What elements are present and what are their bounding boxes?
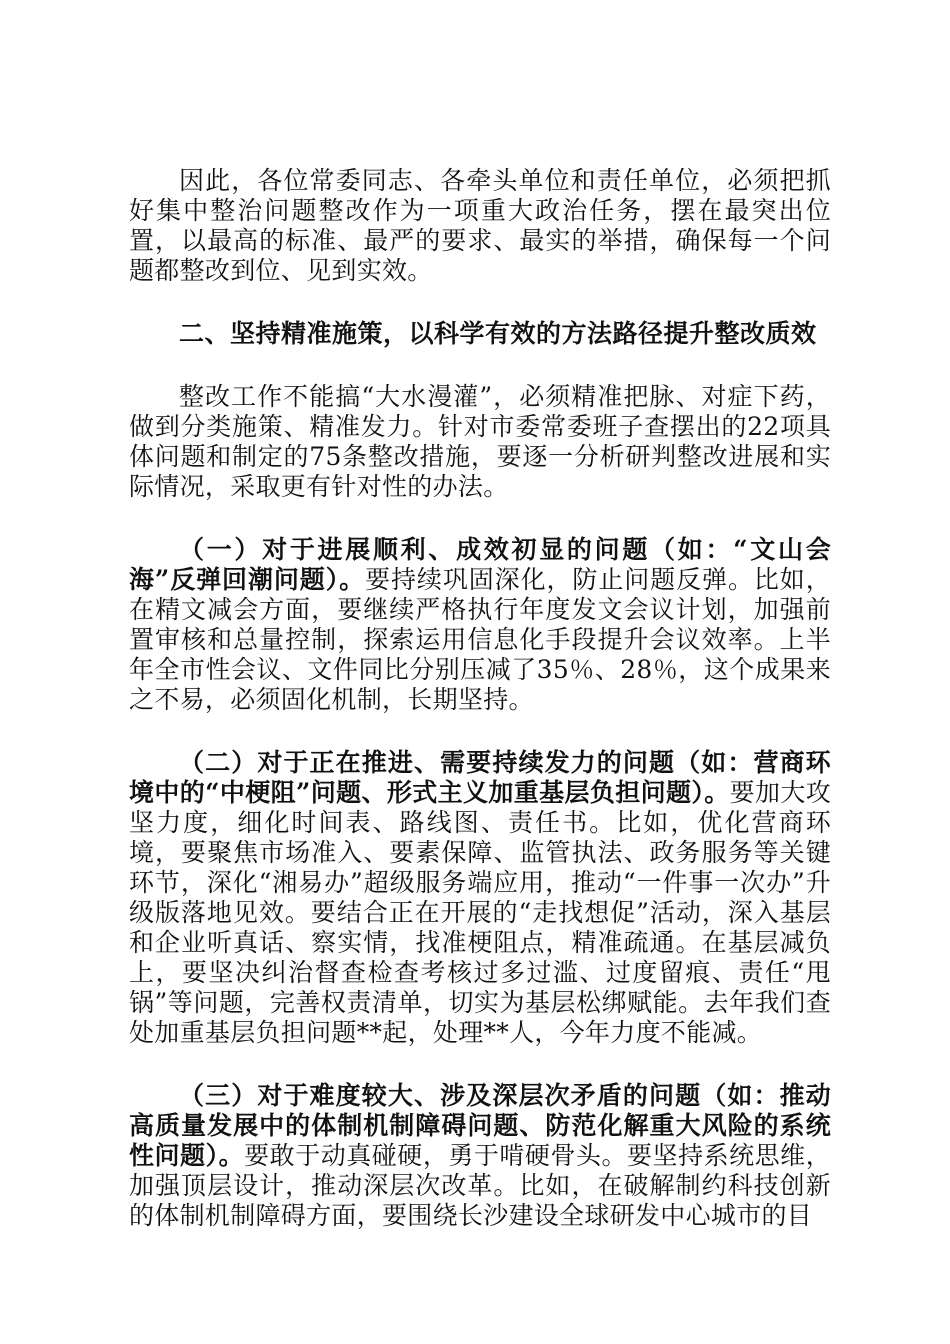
paragraph-subsection-1 — [129, 535, 831, 715]
subsection-3-lead: （三）对于难度较大、涉及深层次矛盾的问题（如：推动高质量发展中的体制机制障碍问题、防范化解重大风险的系统性问题）。 — [129, 1081, 831, 1170]
subsection-3-body: 要敢于动真碰硬，勇于啃硬骨头。要坚持系统思维，加强顶层设计，推动深层次改革。比如，在破解制约科技创新的体制机制障碍方面，要围绕长沙建设全球研发中心城市的目 — [129, 1141, 831, 1230]
section-heading-2: 二、坚持精准施策，以科学有效的方法路径提升整改质效 — [179, 319, 817, 348]
subsection-2-body: 要加大攻坚力度，细化时间表、路线图、责任书。比如，优化营商环境，要聚焦市场准入、要素保障、监管执法、政务服务等关键环节，深化“湘易办”超级服务端应用，推动“一件事一次办”升级版落地见效。要结合正在开展的“走找想促”活动，深入基层和企业听真话、察实情，找准梗阻点，精准疏通。在基层减负上，要坚决纠治督查检查考核过多过滥、过度留痕、责任“甩锅”等问题，完善权责清单，切实为基层松绑赋能。去年我们查处加重基层负担问题**起，处理**人，今年力度不能减。 — [129, 778, 831, 1047]
paragraph-subsection-3 — [129, 1081, 831, 1231]
paragraph-rectification-task: 因此，各位常委同志、各牵头单位和责任单位，必须把抓好集中整治问题整改作为一项重大政治任务，摆在最突出位置，以最高的标准、最严的要求、最实的举措，确保每一个问题都整改到位、见到实效。 — [129, 166, 831, 285]
paragraph-subsection-2 — [129, 748, 831, 1048]
paragraph-precise-measures: 整改工作不能搞“大水漫灌”，必须精准把脉、对症下药，做到分类施策、精准发力。针对市委常委班子查摆出的22项具体问题和制定的75条整改措施，要逐一分析研判整改进展和实际情况，采取更有针对性的办法。 — [129, 382, 831, 501]
document-page — [129, 166, 831, 1264]
subsection-1-body: 要持续巩固深化，防止问题反弹。比如，在精文减会方面，要继续严格执行年度发文会议计划，加强前置审核和总量控制，探索运用信息化手段提升会议效率。上半年全市性会议、文件同比分别压减了35％、28％，这个成果来之不易，必须固化机制，长期坚持。 — [129, 565, 831, 714]
subsection-2-lead: （二）对于正在推进、需要持续发力的问题（如：营商环境中的“中梗阻”问题、形式主义加重基层负担问题）。 — [129, 748, 831, 807]
subsection-1-lead: （一）对于进展顺利、成效初显的问题（如：“文山会海”反弹回潮问题）。 — [129, 535, 831, 594]
